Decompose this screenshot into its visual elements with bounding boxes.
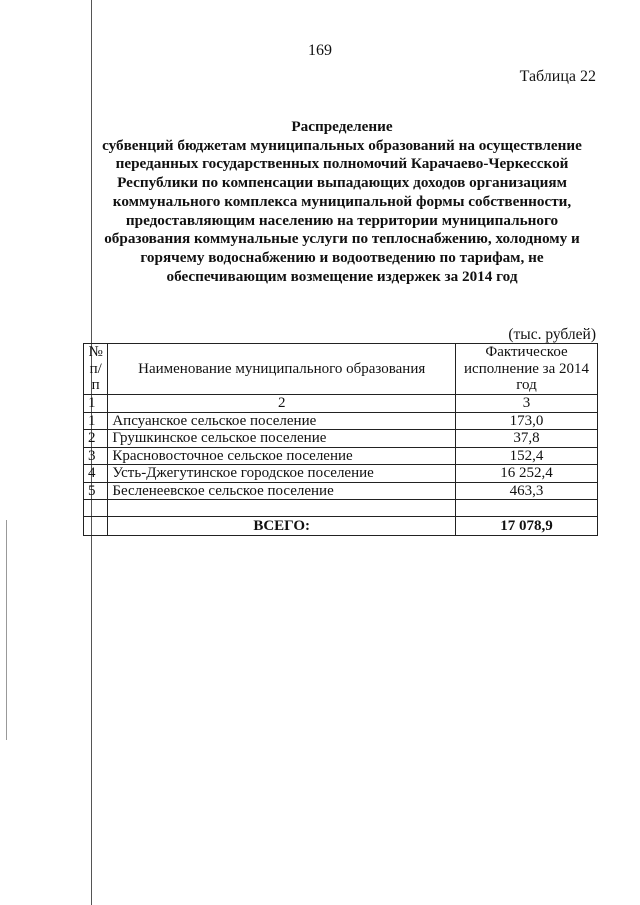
column-number: 1 (84, 395, 108, 413)
subvention-table (83, 343, 598, 536)
page-number: 169 (308, 42, 332, 59)
empty-row (84, 500, 598, 517)
total-value: 17 078,9 (456, 517, 598, 536)
total-row (84, 517, 598, 536)
column-number: 3 (456, 395, 598, 413)
column-number-row (84, 395, 598, 413)
table-label: Таблица 22 (519, 68, 596, 85)
row-name: Грушкинское сельское поселение (108, 430, 456, 448)
row-value: 173,0 (456, 412, 598, 430)
row-num: 3 (84, 447, 108, 465)
document-title (92, 118, 592, 286)
table-row (84, 482, 598, 500)
row-num: 5 (84, 482, 108, 500)
table-header-row (84, 344, 598, 395)
title-heading: Распределение (291, 118, 393, 135)
header-num: № п/п (84, 344, 108, 395)
table-row (84, 465, 598, 483)
row-name: Усть-Джегутинское городское поселение (108, 465, 456, 483)
scan-edge-mark (6, 520, 7, 740)
header-name: Наименование муниципального образования (108, 344, 456, 395)
units-note: (тыс. рублей) (508, 326, 596, 343)
table-row (84, 447, 598, 465)
row-name: Апсуанское сельское поселение (108, 412, 456, 430)
title-body: субвенций бюджетам муниципальных образований на осуществление переданных государственных полномочий Карачаево-Черкесской Республики по компенсации выпадающих доходов организациям коммунального комплекса муниципальной формы собственности, предоставляющим населению на территории муниципального образования коммунальные услуги по теплоснабжению, холодному и горячему водоснабжению и водоотведению по тарифам, не обеспечивающим возмещение издержек за 2014 год (102, 136, 582, 285)
header-value: Фактическое исполнение за 2014 год (456, 344, 598, 395)
row-num: 2 (84, 430, 108, 448)
row-value: 37,8 (456, 430, 598, 448)
table-row (84, 412, 598, 430)
row-num: 1 (84, 412, 108, 430)
row-name: Красновосточное сельское поселение (108, 447, 456, 465)
row-value: 16 252,4 (456, 465, 598, 483)
total-label: ВСЕГО: (108, 517, 456, 536)
column-number: 2 (108, 395, 456, 413)
row-value: 463,3 (456, 482, 598, 500)
table-row (84, 430, 598, 448)
row-name: Бесленеевское сельское поселение (108, 482, 456, 500)
row-value: 152,4 (456, 447, 598, 465)
row-num: 4 (84, 465, 108, 483)
